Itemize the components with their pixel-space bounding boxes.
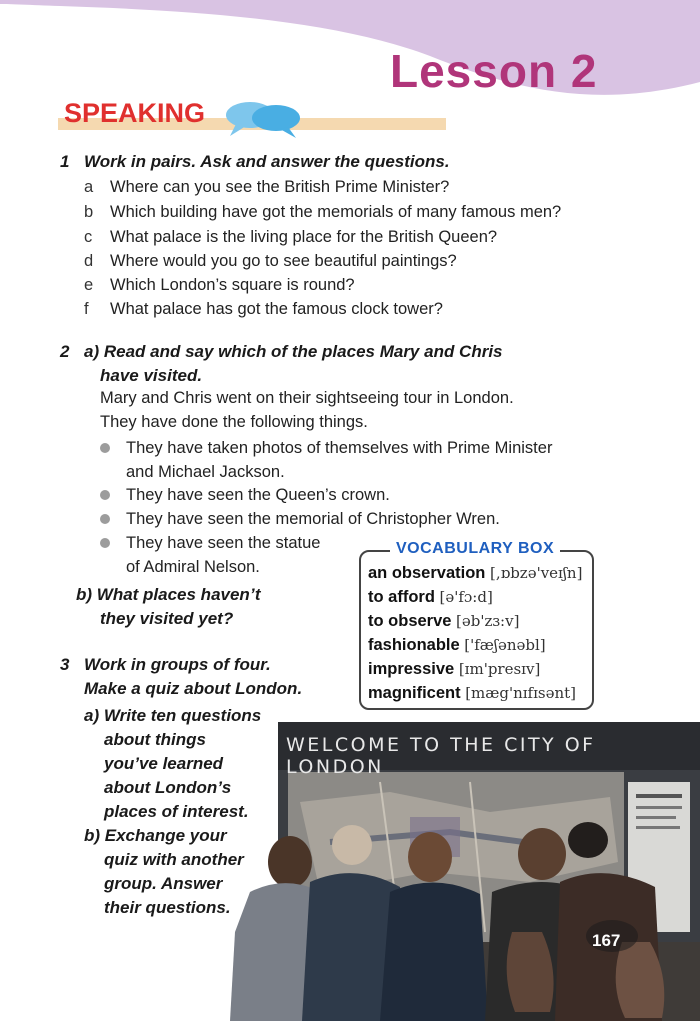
list-item: They have taken photos of themselves with Prime Minister and Michael Jackson. <box>100 436 600 484</box>
list-item: They have seen the Queen’s crown. <box>100 483 600 507</box>
vocabulary-entry: an observation [,ɒbzə'veɪʃn] <box>368 564 583 582</box>
exercise-2b-instruction-cont: they visited yet? <box>100 609 234 628</box>
vocabulary-entry: to afford [ə'fɔ:d] <box>368 588 493 606</box>
exercise-3b-line: b) Exchange your <box>84 826 227 845</box>
section-heading: SPEAKING <box>64 98 206 128</box>
exercise-3-instruction: Work in groups of four. <box>84 655 271 674</box>
exercise-2a-instruction-cont: have visited. <box>100 366 203 385</box>
exercise-3-instruction-cont: Make a quiz about London. <box>84 679 303 698</box>
exercise-1-item-a: a Where can you see the British Prime Minister? <box>84 178 450 196</box>
vocabulary-entry: magnificent [mæg'nɪfɪsənt] <box>368 684 577 702</box>
photo-sign-text: WELCOME TO THE CITY OF LONDON <box>286 734 596 778</box>
bullet-dot-icon <box>100 514 110 524</box>
vocabulary-entry: fashionable ['fæʃənəbl] <box>368 636 546 654</box>
exercise-3a-line: about things <box>104 730 206 749</box>
exercise-1-heading <box>60 152 450 172</box>
exercise-3a-line: you’ve learned <box>104 754 224 773</box>
bullet-dot-icon <box>100 443 110 453</box>
list-item: They have seen the memorial of Christopher Wren. <box>100 507 600 531</box>
exercise-1-item-d: d Where would you go to see beautiful paintings? <box>84 252 457 270</box>
exercise-2-intro-line-1: Mary and Chris went on their sightseeing tour in London. <box>100 389 514 407</box>
exercise-2-number: 2 <box>60 342 70 361</box>
speech-bubbles-icon <box>222 98 304 140</box>
exercise-2-intro-line-2: They have done the following things. <box>100 413 368 431</box>
exercise-1-item-e: e Which London’s square is round? <box>84 276 355 294</box>
exercise-3a-line: about London’s <box>104 778 232 797</box>
lesson-title: Lesson 2 <box>390 45 598 97</box>
exercise-3a-line: places of interest. <box>104 802 249 821</box>
exercise-3b-line: quiz with another <box>104 850 244 869</box>
vocabulary-entry: to observe [əb'zɜ:v] <box>368 612 520 630</box>
vocabulary-box-title: VOCABULARY BOX <box>390 540 560 558</box>
exercise-1-item-b: b Which building have got the memorials of many famous men? <box>84 203 562 221</box>
exercise-1-item-c: c What palace is the living place for the British Queen? <box>84 228 498 246</box>
exercise-3a-line: a) Write ten questions <box>84 706 262 725</box>
exercise-2a-instruction: a) Read and say which of the places Mary and Chris <box>84 342 503 361</box>
page-number: 167 <box>592 931 621 950</box>
exercise-3b-line: their questions. <box>104 898 231 917</box>
exercise-2b-instruction: b) What places haven’t <box>76 585 261 604</box>
exercise-1-instruction: Work in pairs. Ask and answer the questions. <box>84 152 450 171</box>
exercise-1-item-f: f What palace has got the famous clock tower? <box>84 300 443 318</box>
exercise-3-heading <box>60 655 271 675</box>
bullet-dot-icon <box>100 490 110 500</box>
list-item: They have seen the statue of Admiral Nelson. <box>100 531 350 579</box>
exercise-1-number: 1 <box>60 152 70 171</box>
exercise-2-heading <box>60 342 503 362</box>
bullet-dot-icon <box>100 538 110 548</box>
exercise-3b-line: group. Answer <box>104 874 223 893</box>
exercise-3-number: 3 <box>60 655 70 674</box>
vocabulary-entry: impressive [ɪm'presɪv] <box>368 660 541 678</box>
